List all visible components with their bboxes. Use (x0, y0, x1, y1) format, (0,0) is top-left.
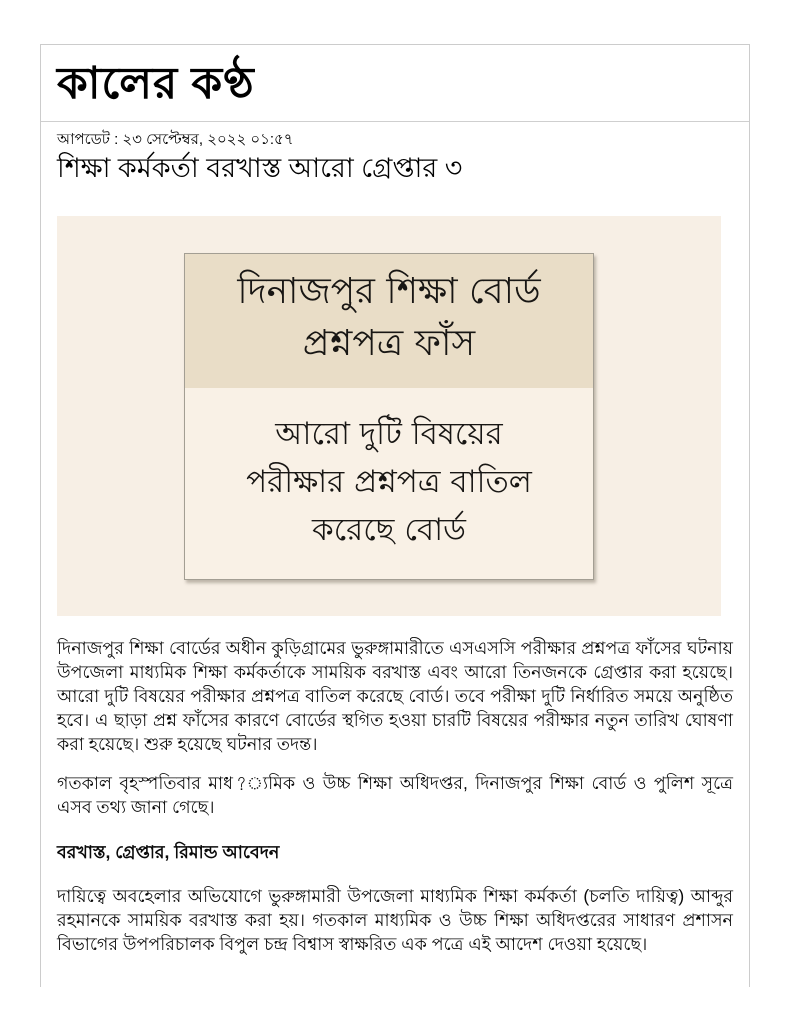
quote-title-line-2: প্রশ্নপত্র ফাঁস (302, 323, 476, 365)
update-timestamp: আপডেট : ২৩ সেপ্টেম্বর, ২০২২ ০১:৫৭ (57, 130, 294, 148)
masthead-divider (41, 121, 749, 122)
quote-title-line-1: দিনাজপুর শিক্ষা বোর্ড (237, 270, 541, 312)
article-image (57, 216, 721, 616)
image-quote-card (184, 253, 594, 580)
image-quote-body (185, 388, 593, 580)
quote-body-line-1: আরো দুটি বিষয়ের (275, 415, 503, 452)
article-paragraph-1: দিনাজপুর শিক্ষা বোর্ডের অধীন কুড়িগ্রামের ভুরুঙ্গামারীতে এসএসসি পরীক্ষার প্রশ্নপত্র ফাঁসের ঘটনায় উপজেলা মাধ্যমিক শিক্ষা কর্মকর্তাকে সাময়িক বরখাস্ত এবং আরো তিনজনকে গ্রেপ্তার করা হয়েছে। আরো দুটি বিষয়ের পরীক্ষার প্রশ্নপত্র বাতিল করেছে বোর্ড। তবে পরীক্ষা দুটি নির্ধারিত সময়ে অনুষ্ঠিত হবে। এ ছাড়া প্রশ্ন ফাঁসের কারণে বোর্ডের স্থগিত হওয়া চারটি বিষয়ের পরীক্ষার নতুন তারিখ ঘোষণা করা হয়েছে। শুরু হয়েছে ঘটনার তদন্ত। (57, 638, 733, 755)
article-container (40, 44, 750, 987)
masthead (57, 45, 733, 110)
article-paragraph-3: দায়িত্বে অবহেলার অভিযোগে ভুরুঙ্গামারী উপজেলা মাধ্যমিক শিক্ষা কর্মকর্তা (চলতি দায়িত্ব) আব্দুর রহমানকে সাময়িক বরখাস্ত করা হয়। গতকাল মাধ্যমিক ও উচ্চ শিক্ষা অধিদপ্তরের সাধারণ প্রশাসন বিভাগের উপপরিচালক বিপুল চন্দ্র বিশ্বাস স্বাক্ষরিত এক পত্রে এই আদেশ দেওয়া হয়েছে। (57, 886, 733, 955)
article-paragraph-2: গতকাল বৃহস্পতিবার মাধ?্যমিক ও উচ্চ শিক্ষা অধিদপ্তর, দিনাজপুর শিক্ষা বোর্ড ও পুলিশ সূত্রে এসব তথ্য জানা গেছে। (57, 773, 733, 818)
quote-body-line-2: পরীক্ষার প্রশ্নপত্র বাতিল (246, 463, 532, 500)
article-subheading: বরখাস্ত, গ্রেপ্তার, রিমান্ড আবেদন (57, 842, 280, 863)
quote-body-line-3: করেছে বোর্ড (312, 511, 466, 548)
site-logo[interactable]: কালের কণ্ঠ (57, 59, 255, 108)
image-quote-title (185, 254, 593, 388)
article-headline: শিক্ষা কর্মকর্তা বরখাস্ত আরো গ্রেপ্তার ৩ (57, 152, 463, 183)
